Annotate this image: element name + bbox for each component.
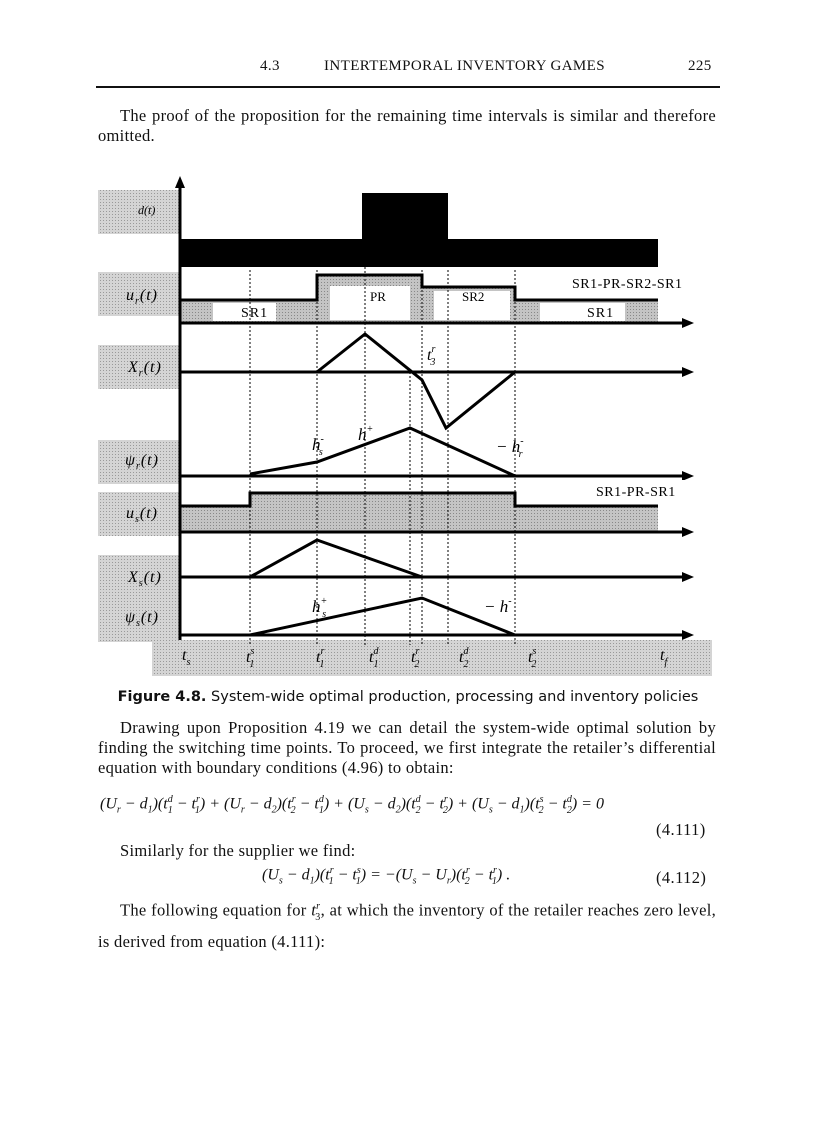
psir-panel xyxy=(180,428,694,481)
psis-curve xyxy=(250,598,515,635)
label-xs: $X_s(t)$ xyxy=(128,569,162,589)
figure-caption: Figure 4.8. System-wide optimal production, processing and inventory policies xyxy=(117,689,699,705)
annot-t3r: $t^r$ 3 xyxy=(427,344,436,368)
regime-pr: PR xyxy=(370,289,386,304)
paragraph-2: Drawing upon Proposition 4.19 we can detail the system-wide optimal solution by finding the switching time points. To proceed, we first integrate the retailer’s differential equation with boundary conditions (4.96) to obtain: xyxy=(98,718,716,777)
axis-label-bg xyxy=(152,640,712,676)
psis-panel xyxy=(180,598,694,640)
retailer-sequence: SR1-PR-SR2-SR1 xyxy=(572,277,683,292)
section-title: INTERTEMPORAL INVENTORY GAMES xyxy=(324,58,605,74)
tick-t1s: $t^s$ 1 xyxy=(246,646,255,670)
tick-t2d: $t^d$ 2 xyxy=(459,646,469,670)
label-xr: $X_r(t)$ xyxy=(128,359,162,379)
annot-hr-plus: h+ xyxy=(358,424,374,444)
section-number: 4.3 xyxy=(260,58,280,74)
equation-4-112: $(U_s - d_1)(t^r_1 - t^s_1) = -(U_s - U_r)(t^r_2 - t^r_1)$ . xyxy=(262,865,511,887)
label-psir: $\psi_r(t)$ xyxy=(125,452,159,472)
equation-4-111: $(U_r - d_1)(t^d_1 - t^r_1) + (U_r - d_2)(t^r_2 - t^d_1) + (U_s - d_2)(t^d_2 - t^r_2) + (U_s - d_1)(t^s_2 - t^d_2) = 0$ xyxy=(100,794,604,816)
equation-4-112-number: (4.112) xyxy=(656,868,707,887)
paragraph-3: Similarly for the supplier we find: xyxy=(120,841,356,860)
xs-panel xyxy=(180,540,694,582)
ur-panel xyxy=(180,273,704,328)
supplier-sequence: SR1-PR-SR1 xyxy=(596,485,676,500)
demand-peak xyxy=(362,193,448,241)
annot-hs-minus: h-s xyxy=(312,434,324,458)
equation-4-111-number: (4.111) xyxy=(656,820,706,839)
xr-curve xyxy=(317,334,515,428)
xs-curve xyxy=(250,540,422,577)
tick-t2r: $t^r$ 2 xyxy=(411,646,420,670)
page-number: 225 xyxy=(688,58,712,74)
us-panel xyxy=(180,480,698,537)
intro-paragraph: The proof of the proposition for the remaining time intervals is similar and therefore omitted. xyxy=(98,106,716,145)
label-d: d(t) xyxy=(138,203,156,217)
regime-sr2: SR2 xyxy=(462,289,485,304)
psir-curve xyxy=(250,428,515,476)
demand-base xyxy=(180,239,658,267)
tick-t1d: $t^d$ 1 xyxy=(369,646,379,670)
annot-minus-hs: − h- xyxy=(484,596,512,616)
tick-t1r: $t^r$ 1 xyxy=(316,646,325,670)
tick-ts: $t_s$ xyxy=(182,647,191,668)
regime-sr1-left: SR1 xyxy=(241,306,269,321)
paragraph-4: The following equation for $t^r_3$, at which the inventory of the retailer reaches zero level, is derived from equation (4.111): xyxy=(98,900,717,951)
tick-tf: $t_f$ xyxy=(660,647,668,668)
tick-t2s: $t^s$ 2 xyxy=(528,646,537,670)
xr-panel xyxy=(180,334,694,428)
label-psis: $\psi_s(t)$ xyxy=(125,609,159,629)
regime-sr1-right: SR1 xyxy=(587,306,615,321)
label-us: $u_s(t)$ xyxy=(126,505,159,525)
label-bg-xr xyxy=(98,345,180,389)
label-ur: $u_r(t)$ xyxy=(126,287,159,307)
demand-panel xyxy=(175,176,658,267)
label-bg-xs xyxy=(98,555,180,599)
annot-hs-plus: h+ s xyxy=(312,596,328,620)
annot-minus-hr: − h-r xyxy=(496,436,524,460)
